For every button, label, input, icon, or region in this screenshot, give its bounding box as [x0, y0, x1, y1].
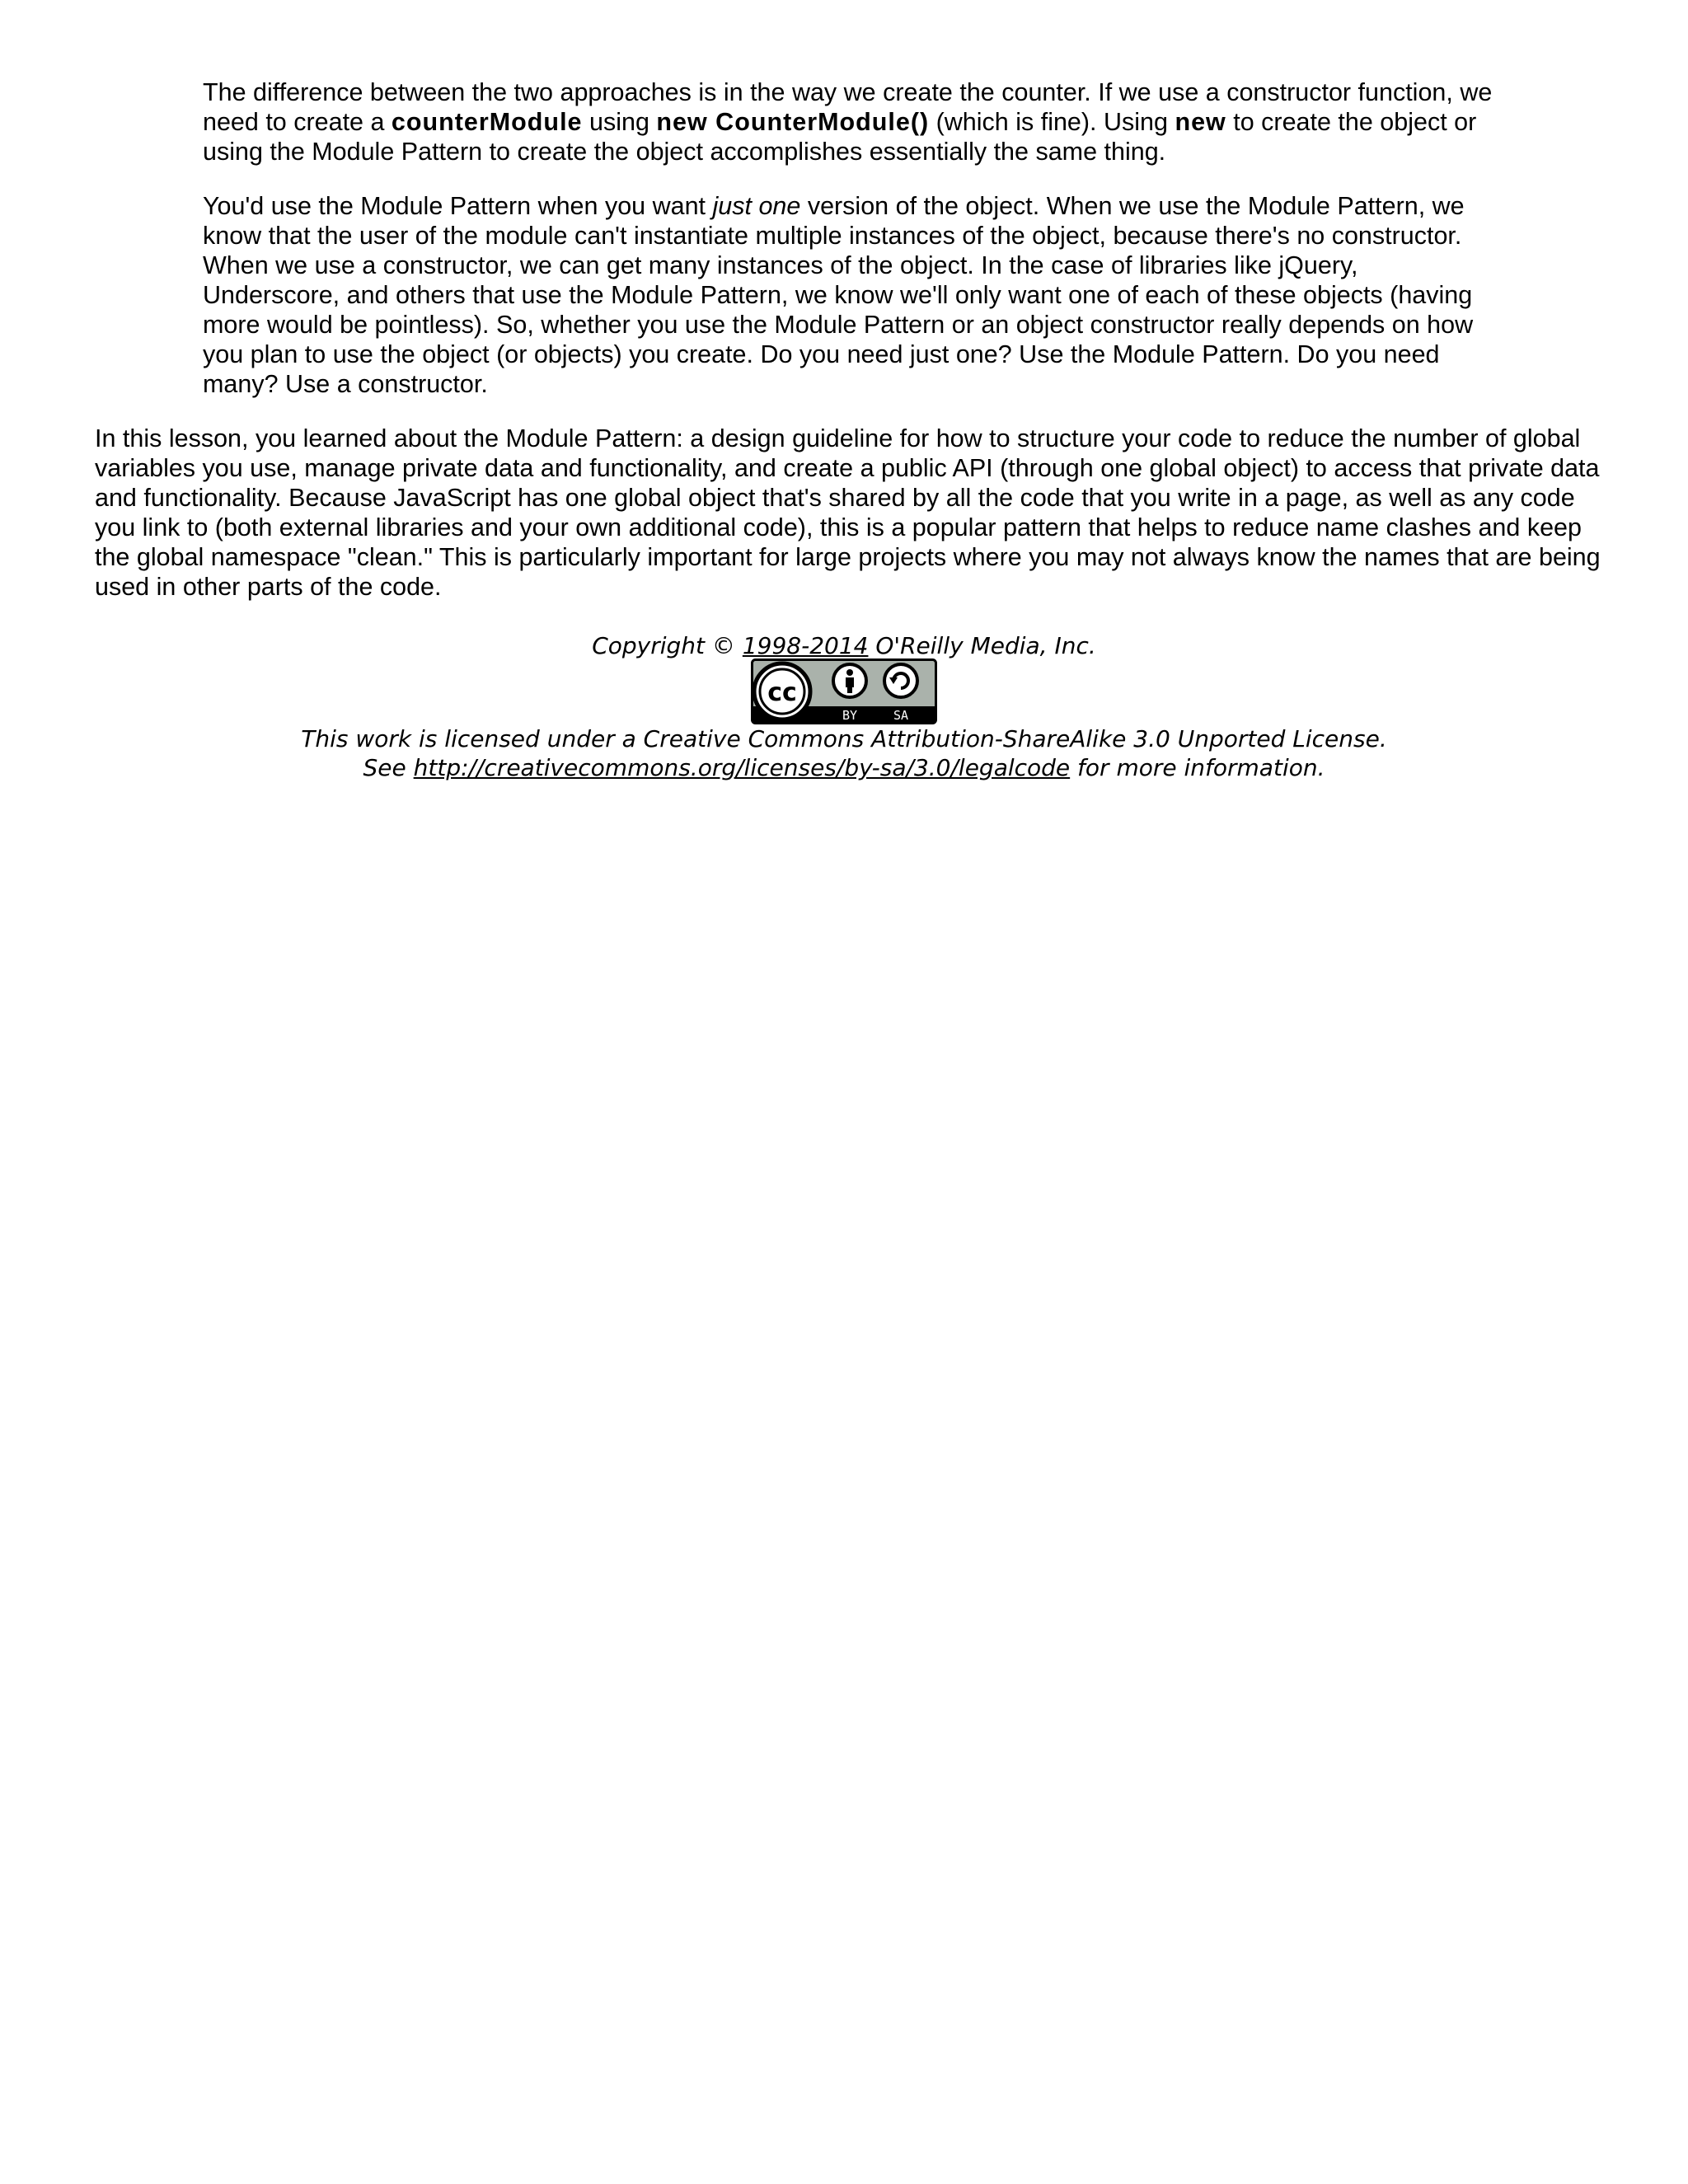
share-alike-icon — [884, 664, 917, 697]
copyright-line — [0, 631, 1688, 660]
code-new-counter-module: new CounterModule() — [656, 108, 930, 136]
copyright-prefix: Copyright © — [592, 632, 743, 659]
paragraph-text: to create the object or using the Module Pattern to create the object accomplishes essentially the same thing. — [203, 108, 1477, 166]
code-new-keyword: new — [1175, 108, 1226, 136]
code-counter-module: counterModule — [391, 108, 583, 136]
attribution-person-icon — [833, 664, 866, 697]
cc-by-sa-badge[interactable] — [751, 658, 937, 724]
see-suffix: for more information. — [1070, 754, 1325, 781]
license-url-link[interactable]: http://creativecommons.org/licenses/by-sa/3.0/legalcode — [413, 754, 1071, 781]
copyright-suffix: O'Reilly Media, Inc. — [868, 632, 1096, 659]
paragraph-approach-difference — [203, 77, 1497, 166]
paragraph-text: You'd use the Module Pattern when you want — [203, 192, 713, 220]
paragraph-text: version of the object. When we use the Module Pattern, we know that the user of the module can't instantiate multiple instances of the object, because there's no constructor. When we use a constructor, we can get many instances of the object. In the case of libraries like jQuery, Underscore, and others that use the Module Pattern, we know we'll only want one of each of these objects (having more would be pointless). So, whether you use the Module Pattern or an object constructor really depends on how you plan to use the object (or objects) you create. Do you need just one? Use the Module Pattern. Do you need many? Use a constructor. — [203, 192, 1474, 398]
badge-label-sa: SA — [893, 708, 909, 723]
license-see-line — [0, 753, 1688, 782]
cc-logo-icon — [754, 663, 810, 719]
see-prefix: See — [363, 754, 414, 781]
paragraph-lesson-summary: In this lesson, you learned about the Module Pattern: a design guideline for how to structure your code to reduce the number of global variables you use, manage private data and functionality, and create a public API (through one global object) to access that private data and functionality. Because JavaScript has one global object that's shared by all the code that you write in a page, as well as any code you link to (both external libraries and your own additional code), this is a popular pattern that helps to reduce name clashes and keep the global namespace "clean." This is particularly important for large projects where you may not always know the names that are being used in other parts of the code. — [95, 424, 1601, 601]
paragraph-text: The difference between the two approaches is in the way we create the counter. If we use a constructor function, we need to create a — [203, 78, 1493, 136]
paragraph-text: using — [582, 108, 657, 136]
paragraph-text: (which is fine). Using — [929, 108, 1175, 136]
license-statement: This work is licensed under a Creative Commons Attribution-ShareAlike 3.0 Unported License. — [301, 725, 1387, 752]
svg-text:cc: cc — [767, 678, 797, 707]
badge-label-by: BY — [842, 708, 858, 723]
copyright-years-link[interactable]: 1998-2014 — [742, 632, 869, 659]
emphasis-just-one: just one — [712, 192, 801, 220]
paragraph-when-to-use — [203, 191, 1497, 399]
